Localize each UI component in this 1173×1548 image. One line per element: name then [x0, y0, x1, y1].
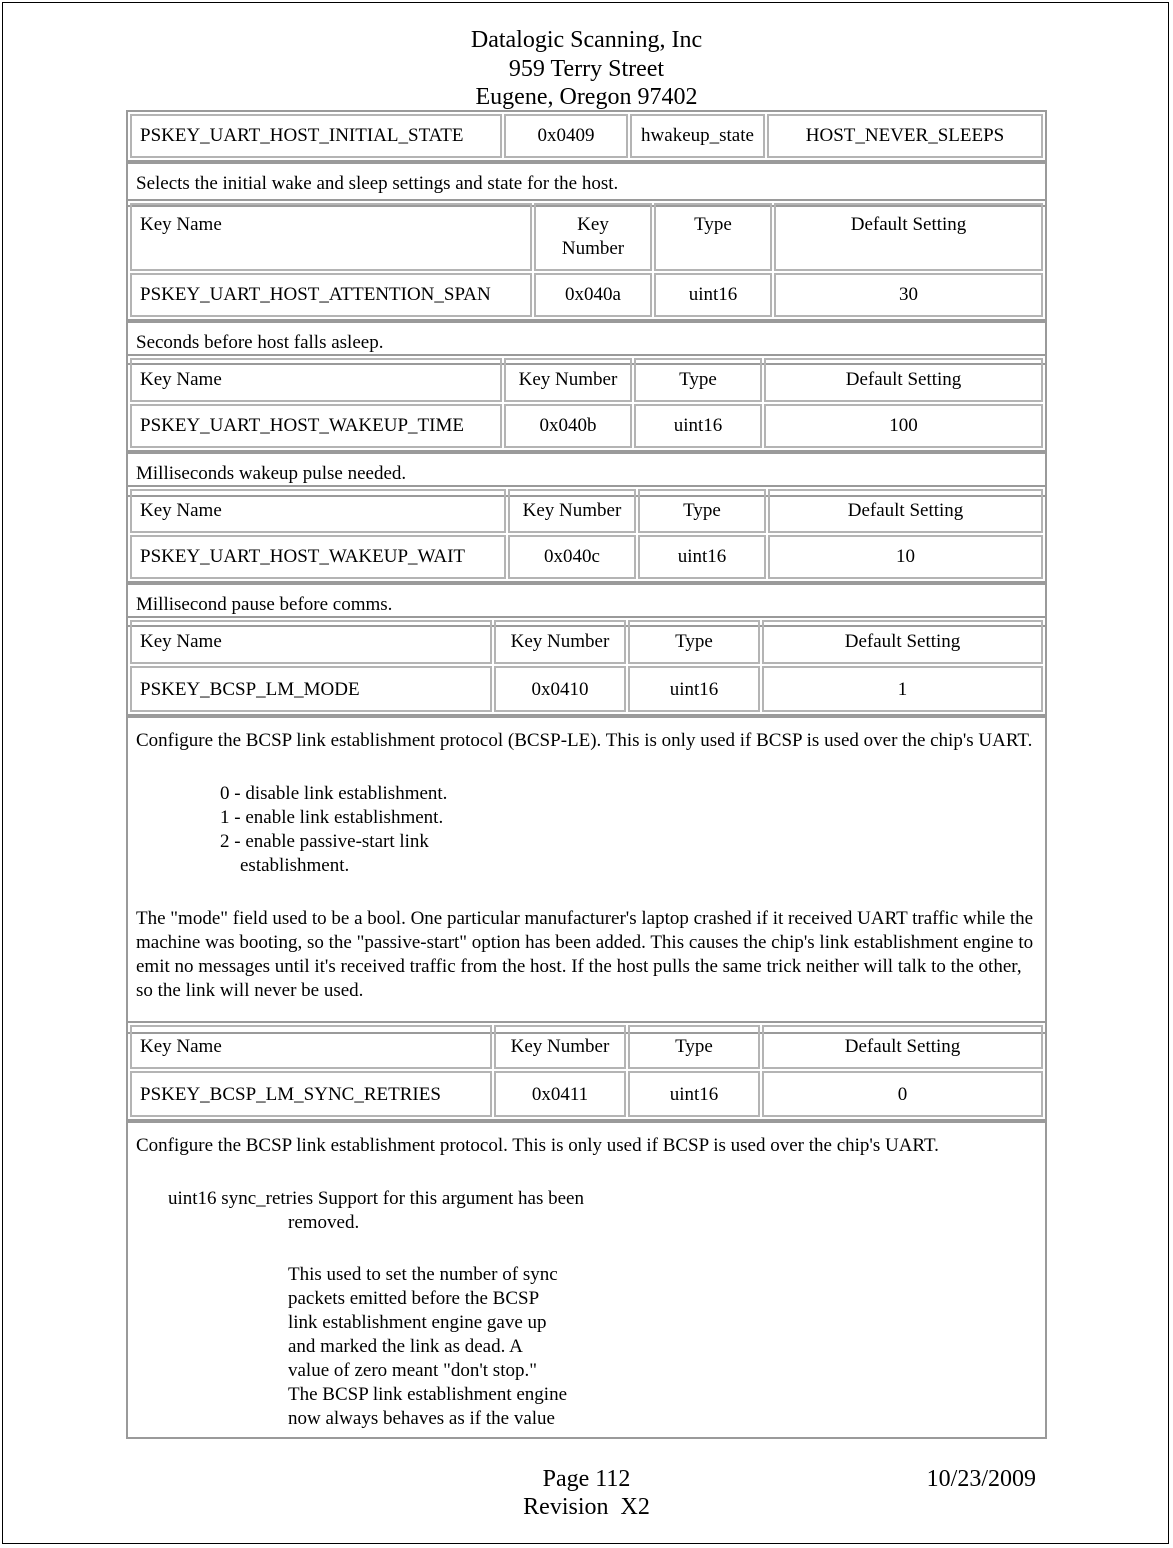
- table-row: [130, 114, 1043, 158]
- list-item: 0 - disable link establishment.: [220, 783, 448, 804]
- column-header-key-name: Key Name: [130, 620, 492, 664]
- column-header-type: Type: [628, 1025, 760, 1069]
- key-default-cell: 30: [774, 273, 1043, 317]
- column-header-key-number: Key Number: [494, 620, 626, 664]
- list-item: 1 - enable link establishment.: [220, 807, 444, 828]
- key-table: [126, 199, 1047, 321]
- table-row: [130, 666, 1043, 712]
- column-header-key-number: Key Number: [534, 203, 652, 271]
- table-row: [130, 1071, 1043, 1117]
- company-street: 959 Terry Street: [508, 55, 665, 82]
- table-row: [130, 620, 1043, 664]
- column-header-type: Type: [638, 489, 766, 533]
- key-number-cell: 0x0410: [494, 666, 626, 712]
- argument-detail: [136, 1263, 1037, 1431]
- column-header-default: Default Setting: [774, 203, 1043, 271]
- mode-option-list: [136, 782, 1037, 878]
- column-header-key-name: Key Name: [130, 1025, 492, 1069]
- key-description: [126, 1121, 1047, 1439]
- table-row: [130, 535, 1043, 579]
- key-description: [126, 716, 1047, 1034]
- argument-line: removed.: [288, 1212, 360, 1233]
- column-header-key-name: Key Name: [130, 358, 502, 402]
- table-row: [130, 404, 1043, 448]
- pskey-block-bcsp-lm-mode: [126, 616, 1047, 1034]
- description-text: Configure the BCSP link establishment protocol. This is only used if BCSP is used over the chip's UART.: [136, 1135, 939, 1156]
- detail-line: This used to set the number of sync: [288, 1264, 558, 1285]
- key-name-cell: PSKEY_UART_HOST_WAKEUP_TIME: [130, 404, 502, 448]
- key-default-cell: 0: [762, 1071, 1043, 1117]
- key-number-cell: 0x0411: [494, 1071, 626, 1117]
- key-table: [126, 1021, 1047, 1121]
- table-row: [130, 358, 1043, 402]
- key-type-cell: uint16: [628, 1071, 760, 1117]
- key-type-cell: uint16: [628, 666, 760, 712]
- column-header-key-number: Key Number: [508, 489, 636, 533]
- key-description: Seconds before host falls asleep.: [126, 321, 1047, 365]
- revision: Revision X2: [523, 1494, 650, 1520]
- key-name-cell: PSKEY_BCSP_LM_SYNC_RETRIES: [130, 1071, 492, 1117]
- pskey-block-wakeup-wait: [126, 485, 1047, 627]
- description-note: The "mode" field used to be a bool. One particular manufacturer's laptop crashed if it received UART traffic while the machine was booting, so the "passive-start" option has been added. This causes the chip's link establishment engine to emit no messages until it's received traffic from the host. If the host pulls the same trick neither will talk to the other, so the link will never be used.: [136, 908, 1034, 1001]
- pskey-block-initial-state: [126, 110, 1047, 207]
- description-text: Configure the BCSP link establishment protocol (BCSP-LE). This is only used if BCSP is used over the chip's UART.: [136, 730, 1033, 751]
- table-row: [130, 489, 1043, 533]
- table-row: [130, 203, 1043, 271]
- column-header-type: Type: [628, 620, 760, 664]
- key-number-cell: 0x040a: [534, 273, 652, 317]
- key-type-cell: uint16: [654, 273, 772, 317]
- key-table: [126, 485, 1047, 583]
- key-default-cell: 100: [764, 404, 1043, 448]
- key-name-cell: PSKEY_BCSP_LM_MODE: [130, 666, 492, 712]
- key-number-cell: 0x040c: [508, 535, 636, 579]
- key-name-cell: PSKEY_UART_HOST_INITIAL_STATE: [130, 114, 502, 158]
- key-table: [126, 616, 1047, 716]
- detail-line: The BCSP link establishment engine: [288, 1384, 567, 1405]
- page-number: Page 112: [542, 1466, 631, 1492]
- key-number-cell: 0x040b: [504, 404, 632, 448]
- column-header-default: Default Setting: [768, 489, 1043, 533]
- detail-line: value of zero meant "don't stop.": [288, 1360, 537, 1381]
- column-header-type: Type: [634, 358, 762, 402]
- pskey-block-wakeup-time: [126, 354, 1047, 497]
- key-default-cell: 1: [762, 666, 1043, 712]
- list-item: 2 - enable passive-start link: [220, 831, 429, 852]
- key-table: [126, 110, 1047, 162]
- key-name-cell: PSKEY_UART_HOST_ATTENTION_SPAN: [130, 273, 532, 317]
- column-header-key-number: Key Number: [504, 358, 632, 402]
- footer-date: 10/23/2009: [926, 1466, 1036, 1492]
- detail-line: now always behaves as if the value: [288, 1408, 555, 1429]
- column-header-key-number: Key Number: [494, 1025, 626, 1069]
- pskey-block-attention-span: [126, 199, 1047, 365]
- column-header-default: Default Setting: [764, 358, 1043, 402]
- argument-line: uint16 sync_retries Support for this argument has been: [168, 1188, 584, 1209]
- key-number-cell: 0x0409: [504, 114, 628, 158]
- key-description: Selects the initial wake and sleep settings and state for the host.: [126, 162, 1047, 207]
- pskey-block-bcsp-lm-sync-retries: [126, 1021, 1047, 1439]
- key-type-cell: uint16: [638, 535, 766, 579]
- key-table: [126, 354, 1047, 452]
- column-header-key-name: Key Name: [130, 203, 532, 271]
- table-row: [130, 1025, 1043, 1069]
- detail-line: link establishment engine gave up: [288, 1312, 547, 1333]
- company-name: Datalogic Scanning, Inc: [470, 27, 703, 53]
- column-header-key-name: Key Name: [130, 489, 506, 533]
- column-header-type: Type: [654, 203, 772, 271]
- key-name-cell: PSKEY_UART_HOST_WAKEUP_WAIT: [130, 535, 506, 579]
- key-description: Milliseconds wakeup pulse needed.: [126, 452, 1047, 497]
- document-header: [0, 26, 1173, 112]
- detail-line: and marked the link as dead. A: [288, 1336, 523, 1357]
- key-type-cell: hwakeup_state: [630, 114, 765, 158]
- key-default-cell: HOST_NEVER_SLEEPS: [767, 114, 1043, 158]
- key-type-cell: uint16: [634, 404, 762, 448]
- list-item: establishment.: [240, 855, 350, 876]
- key-description: Millisecond pause before comms.: [126, 583, 1047, 627]
- table-row: [130, 273, 1043, 317]
- column-header-default: Default Setting: [762, 620, 1043, 664]
- column-header-default: Default Setting: [762, 1025, 1043, 1069]
- detail-line: packets emitted before the BCSP: [288, 1288, 540, 1309]
- key-default-cell: 10: [768, 535, 1043, 579]
- company-city: Eugene, Oregon 97402: [475, 84, 698, 110]
